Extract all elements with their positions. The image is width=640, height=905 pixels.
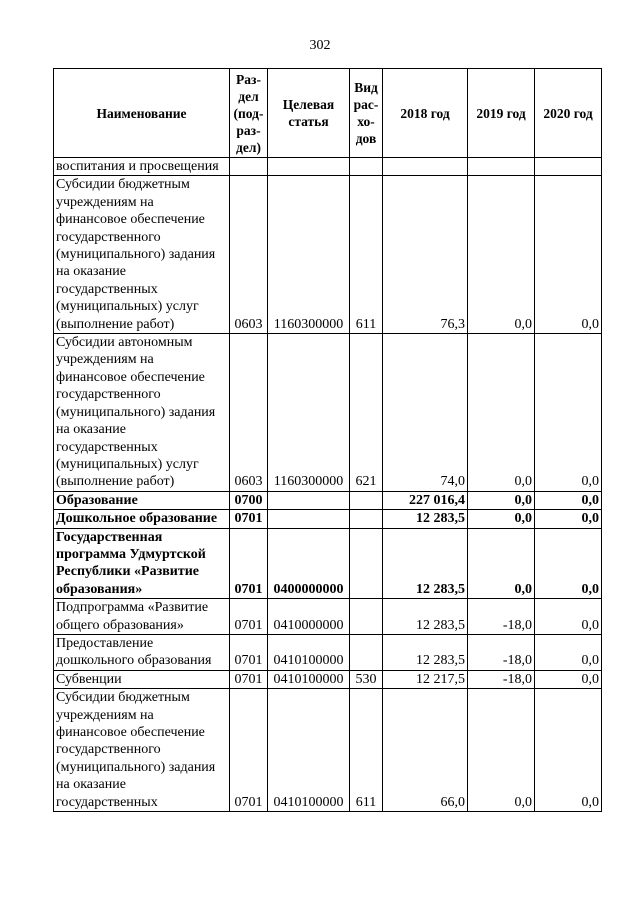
header-row (54, 69, 602, 158)
cell-2020: 0,0 (535, 634, 602, 670)
cell-type: 621 (350, 334, 383, 492)
cell-type: 611 (350, 176, 383, 334)
cell-name: Государственная программа Удмуртской Республики «Развитие образования» (54, 528, 230, 599)
cell-section: 0701 (230, 689, 268, 812)
cell-2019: 0,0 (468, 491, 535, 509)
cell-2019: 0,0 (468, 510, 535, 528)
cell-name: Дошкольное образование (54, 510, 230, 528)
cell-2020: 0,0 (535, 528, 602, 599)
table-row (54, 634, 602, 670)
header-type: Вид рас- хо- дов (350, 69, 383, 158)
cell-2020 (535, 158, 602, 176)
header-2018: 2018 год (383, 69, 468, 158)
table-row (54, 689, 602, 812)
cell-2018: 12 283,5 (383, 510, 468, 528)
cell-target (268, 510, 350, 528)
cell-section: 0603 (230, 176, 268, 334)
cell-type: 530 (350, 670, 383, 688)
table-row (54, 491, 602, 509)
cell-type (350, 510, 383, 528)
cell-name: Предоставление дошкольного образования (54, 634, 230, 670)
cell-type: 611 (350, 689, 383, 812)
cell-2019 (468, 158, 535, 176)
header-2020: 2020 год (535, 69, 602, 158)
cell-2019: 0,0 (468, 689, 535, 812)
cell-target: 0400000000 (268, 528, 350, 599)
table-row (54, 670, 602, 688)
cell-name: Субсидии автономным учреждениям на финансовое обеспечение государственного (муниципального) задания на оказание государственных (муниципальных) услуг (выполнение работ) (54, 334, 230, 492)
cell-2018: 227 016,4 (383, 491, 468, 509)
cell-2020: 0,0 (535, 491, 602, 509)
cell-2018: 76,3 (383, 176, 468, 334)
cell-section: 0701 (230, 670, 268, 688)
cell-2019: -18,0 (468, 670, 535, 688)
cell-2019: 0,0 (468, 528, 535, 599)
cell-section: 0603 (230, 334, 268, 492)
cell-target: 1160300000 (268, 176, 350, 334)
cell-section: 0700 (230, 491, 268, 509)
cell-section: 0701 (230, 599, 268, 635)
cell-2020: 0,0 (535, 176, 602, 334)
cell-target: 0410100000 (268, 689, 350, 812)
cell-2018: 74,0 (383, 334, 468, 492)
cell-name: Субвенции (54, 670, 230, 688)
cell-target (268, 158, 350, 176)
table-row (54, 528, 602, 599)
cell-2020: 0,0 (535, 689, 602, 812)
cell-section: 0701 (230, 510, 268, 528)
cell-name: Субсидии бюджетным учреждениям на финансовое обеспечение государственного (муниципального) задания на оказание государственных (54, 689, 230, 812)
cell-2019: 0,0 (468, 334, 535, 492)
cell-name: Образование (54, 491, 230, 509)
budget-table (53, 68, 602, 812)
cell-section (230, 158, 268, 176)
cell-2018: 12 283,5 (383, 599, 468, 635)
table-row (54, 176, 602, 334)
cell-2018: 12 283,5 (383, 634, 468, 670)
cell-2020: 0,0 (535, 510, 602, 528)
table-row (54, 158, 602, 176)
cell-2020: 0,0 (535, 334, 602, 492)
cell-target: 0410100000 (268, 670, 350, 688)
cell-2020: 0,0 (535, 599, 602, 635)
cell-type (350, 528, 383, 599)
cell-2018: 12 217,5 (383, 670, 468, 688)
cell-target: 0410000000 (268, 599, 350, 635)
cell-2018 (383, 158, 468, 176)
header-name: Наименование (54, 69, 230, 158)
cell-target: 0410100000 (268, 634, 350, 670)
cell-section: 0701 (230, 634, 268, 670)
cell-target (268, 491, 350, 509)
header-target: Целевая статья (268, 69, 350, 158)
cell-type (350, 491, 383, 509)
cell-section: 0701 (230, 528, 268, 599)
cell-2018: 66,0 (383, 689, 468, 812)
cell-type (350, 158, 383, 176)
cell-name: Подпрограмма «Развитие общего образования» (54, 599, 230, 635)
cell-2019: -18,0 (468, 634, 535, 670)
table-row (54, 334, 602, 492)
header-2019: 2019 год (468, 69, 535, 158)
cell-type (350, 599, 383, 635)
cell-2020: 0,0 (535, 670, 602, 688)
cell-name: воспитания и просвещения (54, 158, 230, 176)
table-row (54, 599, 602, 635)
table-row (54, 510, 602, 528)
header-section: Раз- дел (под- раз- дел) (230, 69, 268, 158)
cell-type (350, 634, 383, 670)
cell-2019: 0,0 (468, 176, 535, 334)
page-number: 302 (309, 38, 331, 53)
cell-name: Субсидии бюджетным учреждениям на финансовое обеспечение государственного (муниципального) задания на оказание государственных (муниципальных) услуг (выполнение работ) (54, 176, 230, 334)
cell-2018: 12 283,5 (383, 528, 468, 599)
cell-2019: -18,0 (468, 599, 535, 635)
cell-target: 1160300000 (268, 334, 350, 492)
